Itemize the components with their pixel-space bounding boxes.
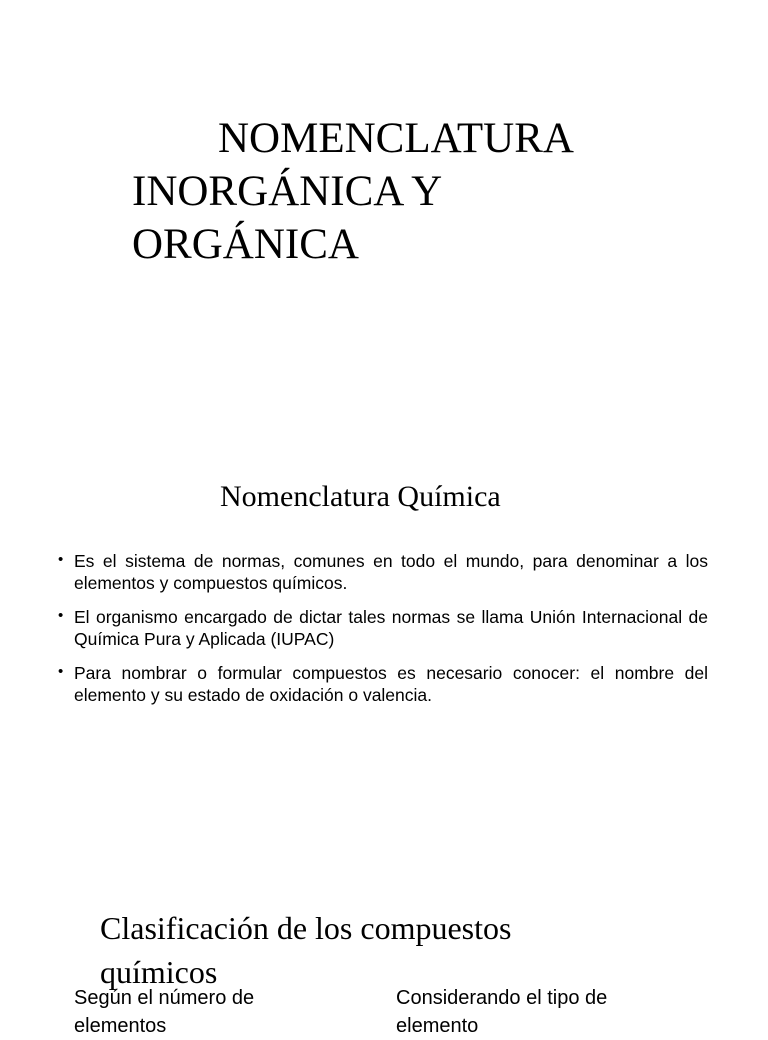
bullet-dot-icon: • xyxy=(58,607,64,624)
bullet-item xyxy=(58,662,708,706)
column-right-heading: Considerando el tipo de elemento xyxy=(396,987,608,1037)
bullet-item xyxy=(58,606,708,650)
bullet-text: Para nombrar o formular compuestos es necesario conocer: el nombre del elemento y su estado de oxidación o valencia. xyxy=(74,663,708,705)
slide-title xyxy=(0,0,768,440)
section-title: Nomenclatura Química xyxy=(220,480,501,513)
bullet-list xyxy=(58,550,708,718)
bullet-dot-icon: • xyxy=(58,663,64,680)
bullet-item xyxy=(58,550,708,594)
bullet-dot-icon: • xyxy=(58,551,64,568)
bullet-text: El organismo encargado de dictar tales normas se llama Unión Internacional de Química Pura y Aplicada (IUPAC) xyxy=(74,607,708,649)
slide-clasificacion xyxy=(0,880,768,1037)
classification-title: Clasificación de los compuestos químicos xyxy=(100,910,512,990)
bullet-text: Es el sistema de normas, comunes en todo el mundo, para denominar a los elementos y compuestos químicos. xyxy=(74,551,708,593)
main-title: NOMENCLATURA INORGÁNICA Y ORGÁNICA xyxy=(132,115,572,268)
slide-nomenclatura xyxy=(0,440,768,880)
column-left-heading: Según el número de elementos xyxy=(74,987,255,1037)
